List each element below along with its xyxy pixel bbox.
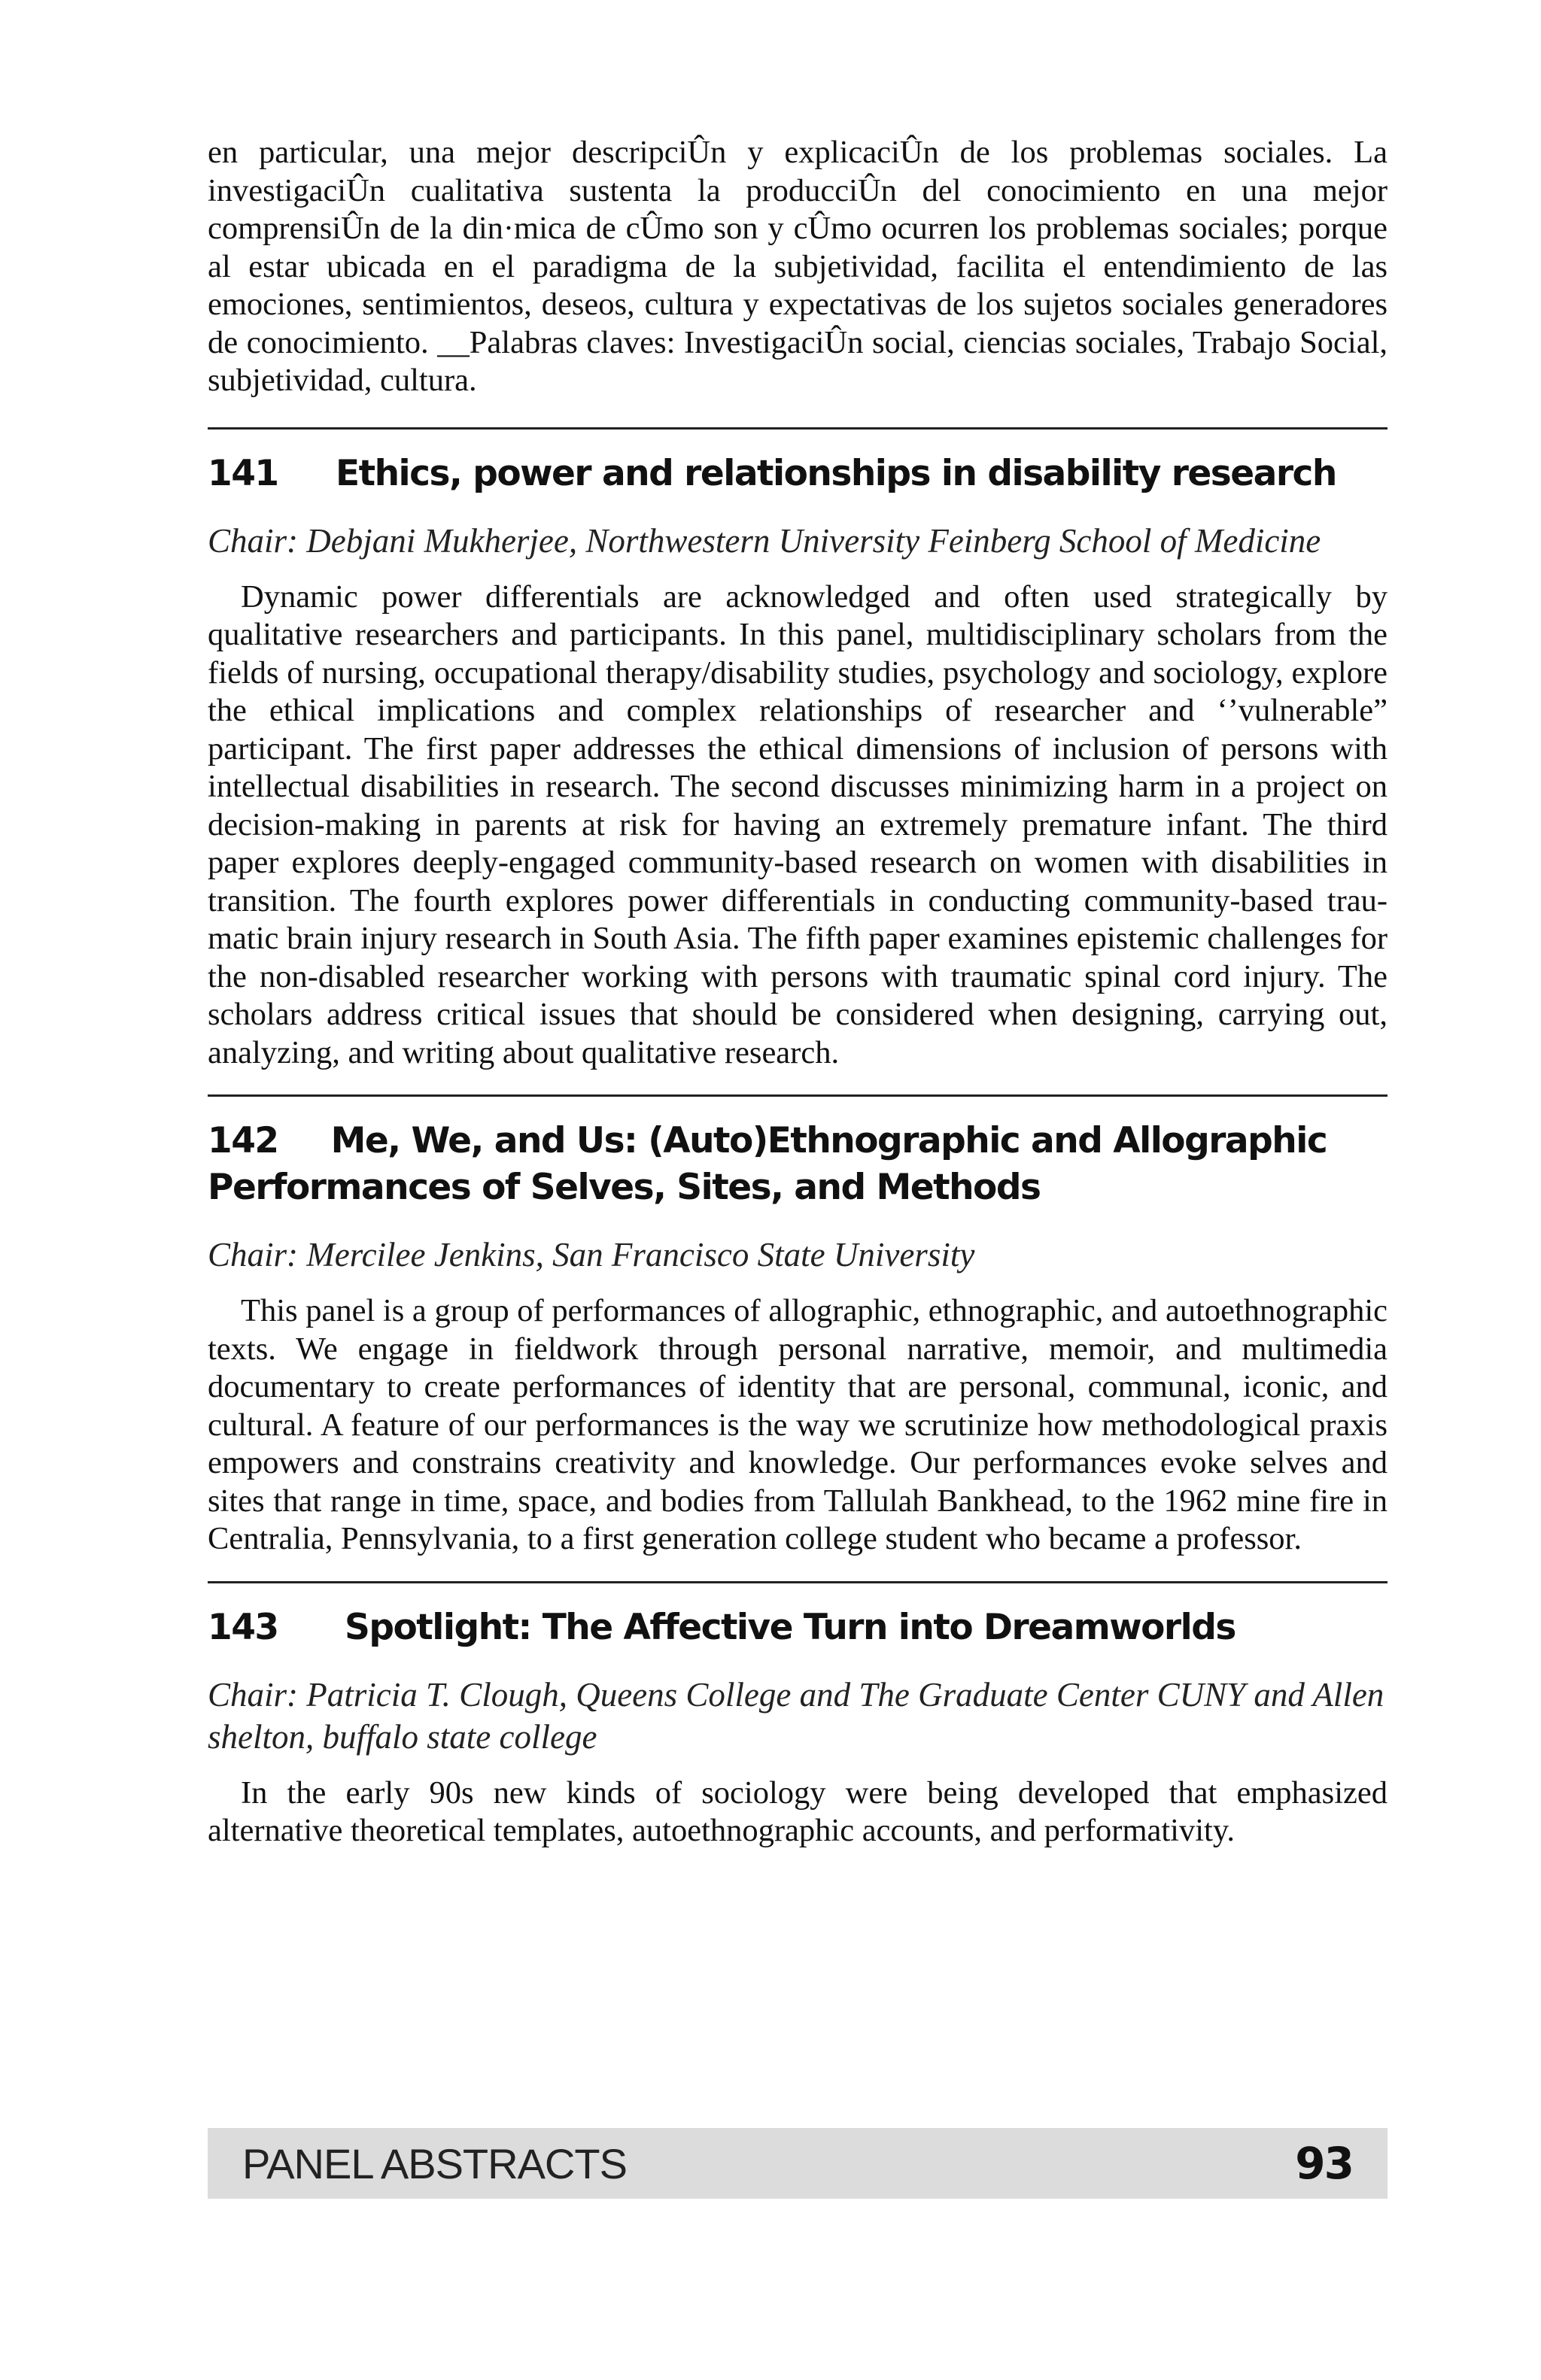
chair-line: Chair: Patricia T. Clough, Queens College and The Graduate Center CUNY and Allen shelton, buffalo state college <box>208 1675 1384 1756</box>
section-title: Spotlight: The Affective Turn into Dreamworlds <box>345 1606 1236 1648</box>
section-number: 143 <box>208 1606 278 1648</box>
page-footer <box>208 2128 1388 2199</box>
page-content <box>208 134 1388 1873</box>
footer-section-label: PANEL ABSTRACTS <box>242 2139 627 2187</box>
panel-section-141 <box>208 451 1388 1095</box>
section-divider <box>208 1581 1388 1583</box>
section-divider <box>208 427 1388 430</box>
section-title: Ethics, power and relationships in disability research <box>336 452 1336 494</box>
intro-paragraph: en particular, una mejor descripciÛn y explicaciÛn de los problemas sociales. La investigaciÛn cualitativa sustenta la producciÛn del conocimiento en una mejor comprensiÛn de la din·mica de cÛmo son y cÛmo ocurren los problemas sociales; porque al estar ubicada en el paradigma de la subjetividad, facilita el entendimiento de las emociones, sentimientos, deseos, cultura y expectativas de los sujetos sociales generadores de conocimiento. __Palabras claves: InvestigaciÛn social, ciencias sociales, Trabajo Social, subjetividad, cultura. <box>208 135 1388 398</box>
abstract-paragraph: In the early 90s new kinds of sociology were being developed that emphasized alternative theoretical templates, autoethnographic accounts, and performativity. <box>208 1774 1388 1848</box>
chair-line: Chair: Debjani Mukherjee, Northwestern University Feinberg School of Medicine <box>208 521 1321 560</box>
page-number: 93 <box>1295 2138 1353 2189</box>
section-number: 142 <box>208 1120 278 1161</box>
abstract-paragraph: Dynamic power differentials are acknowledged and often used strategically by qualitative researchers and participants. In this panel, multidisciplinary scholars from the fields of nursing, occupational therapy/disability studies, psychology and sociology, explore the ethical implications and complex relationships of researcher and ‘’vulnerable” participant. The first paper addresses the ethical dimensions of inclusion of persons with intellectual disabilities in research. The second discusses minimizing harm in a project on decision-making in parents at risk for having an extremely premature infant. The third paper explores deeply-engaged community-based research on women with disabilities in transition. The fourth explores power differentials in conducting community-based traumatic brain injury research in South Asia. The fifth paper examines epistemic challenges for the non-disabled researcher working with persons with traumatic spinal cord injury. The scholars address critical issues that should be considered when designing, carrying out, analyzing, and writing about qualitative research. <box>208 578 1388 1070</box>
section-number: 141 <box>208 452 278 494</box>
section-divider <box>208 1094 1388 1097</box>
section-title: Me, We, and Us: (Auto)Ethnographic and Allographic Performances of Selves, Sites, and Methods <box>208 1120 1327 1208</box>
chair-line: Chair: Mercilee Jenkins, San Francisco State University <box>208 1236 975 1273</box>
section-heading <box>208 1604 1388 1651</box>
section-heading <box>208 451 1388 497</box>
panel-section-142 <box>208 1118 1388 1581</box>
abstract-paragraph: This panel is a group of performances of allographic, ethnographic, and autoethnographic texts. We engage in fieldwork through personal narrative, memoir, and multimedia documentary to create performances of identity that are personal, communal, iconic, and cultural. A feature of our performances is the way we scrutinize how methodological praxis empowers and constrains creativity and knowledge. Our performances evoke selves and sites that range in time, space, and bodies from Tallulah Bankhead, to the 1962 mine fire in Centralia, Pennsylvania, to a first generation college student who became a professor. <box>208 1293 1388 1556</box>
section-heading <box>208 1118 1388 1211</box>
panel-section-143 <box>208 1604 1388 1873</box>
